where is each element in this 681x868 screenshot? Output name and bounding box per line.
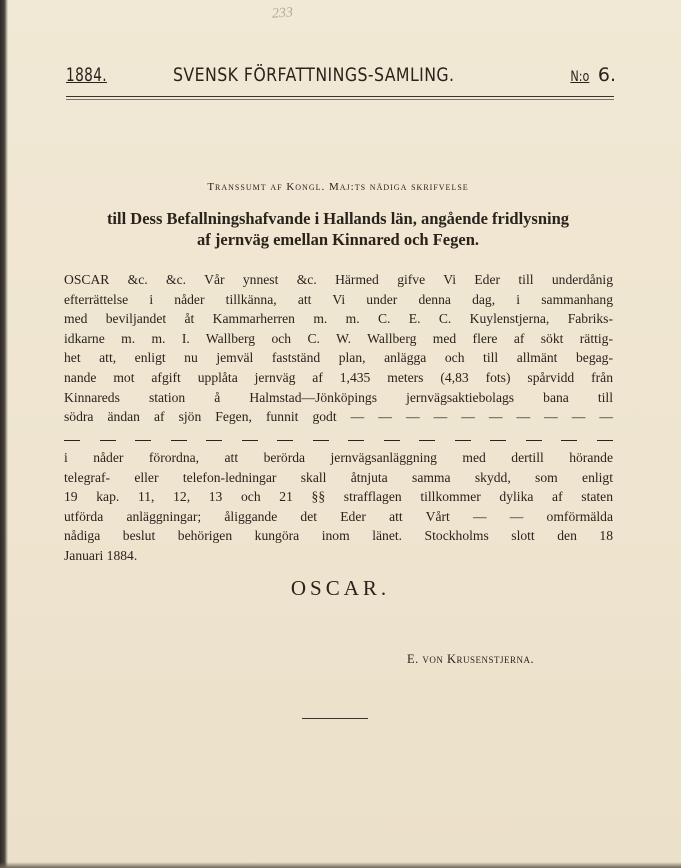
dash xyxy=(455,440,471,441)
dash xyxy=(313,440,329,441)
dash xyxy=(242,440,258,441)
number-prefix: N:o xyxy=(570,69,590,85)
header-rule-thin xyxy=(66,99,614,100)
countersignature xyxy=(407,652,534,667)
number-value: 6. xyxy=(597,64,616,86)
body-line: OSCAR &c. &c. Vår ynnest &c. Härmed gifve Vi Eder till underdånig xyxy=(64,272,613,287)
body-line: utförda anläggningar; åliggande det Eder att Vårt — — omförmälda xyxy=(64,508,613,524)
header-title: SVENSK FÖRFATTNINGS-SAMLING. xyxy=(173,64,455,86)
body-line: telegraf- eller telefon-ledningar skall åtnjuta samma skydd, som enligt xyxy=(64,469,613,485)
header-rule xyxy=(66,96,614,97)
body-line: i nåder förordna, att berörda jernvägsanläggning med dertill hörande xyxy=(64,450,613,465)
body-paragraph xyxy=(64,270,613,427)
dash xyxy=(526,440,542,441)
running-header xyxy=(66,60,616,94)
dash xyxy=(171,440,187,441)
page-left-edge xyxy=(0,0,8,868)
headline-line-2: af jernväg emellan Kinnared och Fegen. xyxy=(197,230,479,249)
dash xyxy=(64,440,80,441)
dash xyxy=(206,440,222,441)
body-line: nande mot afgift upplåta jernväg af 1,435 meters (4,83 fots) spårvidd från xyxy=(64,369,613,385)
body-line: efterrättelse i nåder tillkänna, att Vi under denna dag, i sammanhang xyxy=(64,291,613,307)
page-bottom-edge xyxy=(0,862,681,868)
dash xyxy=(419,440,435,441)
body-line: idkarne m. m. I. Wallberg och C. W. Wallberg med flere af sökt rättig- xyxy=(64,330,613,346)
dash xyxy=(348,440,364,441)
body-line: södra ändan af sjön Fegen, funnit godt — — — — — — — — — — xyxy=(64,409,613,425)
body-line: 19 kap. 11, 12, 13 och 21 §§ strafflagen tillkommer dylika af staten xyxy=(64,489,613,505)
dash xyxy=(277,440,293,441)
omission-dashes xyxy=(64,432,613,441)
royal-signature: OSCAR. xyxy=(290,576,391,600)
body-line: nådiga beslut behörigen kungöra inom länet. Stockholms slott den 18 xyxy=(64,528,613,544)
body-line: Kinnareds station å Halmstad—Jönköpings jernvägsaktiebolags bana till xyxy=(64,389,613,405)
document-headline xyxy=(60,208,616,250)
body-paragraph-2 xyxy=(64,448,613,566)
body-line: Januari 1884. xyxy=(64,547,138,563)
dash xyxy=(597,440,613,441)
body-line: het att, enligt nu jemväl fastständ plan, anlägga och till allmänt begag- xyxy=(64,350,613,366)
header-number xyxy=(568,64,616,86)
dash xyxy=(490,440,506,441)
header-year: 1884. xyxy=(66,64,107,86)
dash xyxy=(100,440,116,441)
pencil-note: 233 xyxy=(271,5,294,22)
closing-rule xyxy=(302,718,368,719)
body-line: med beviljandet åt Kammarherren m. m. C. E. C. Kuylenstjerna, Fabriks- xyxy=(64,311,613,327)
dash xyxy=(561,440,577,441)
dash xyxy=(135,440,151,441)
headline-line-1: till Dess Befallningshafvande i Hallands län, angående fridlysning xyxy=(106,209,570,228)
dash xyxy=(384,440,400,441)
countersignature-text: E. von Krusenstjerna. xyxy=(407,652,535,666)
document-kicker: Transsumt af Kongl. Maj:ts nådiga skrifvelse xyxy=(207,181,469,193)
